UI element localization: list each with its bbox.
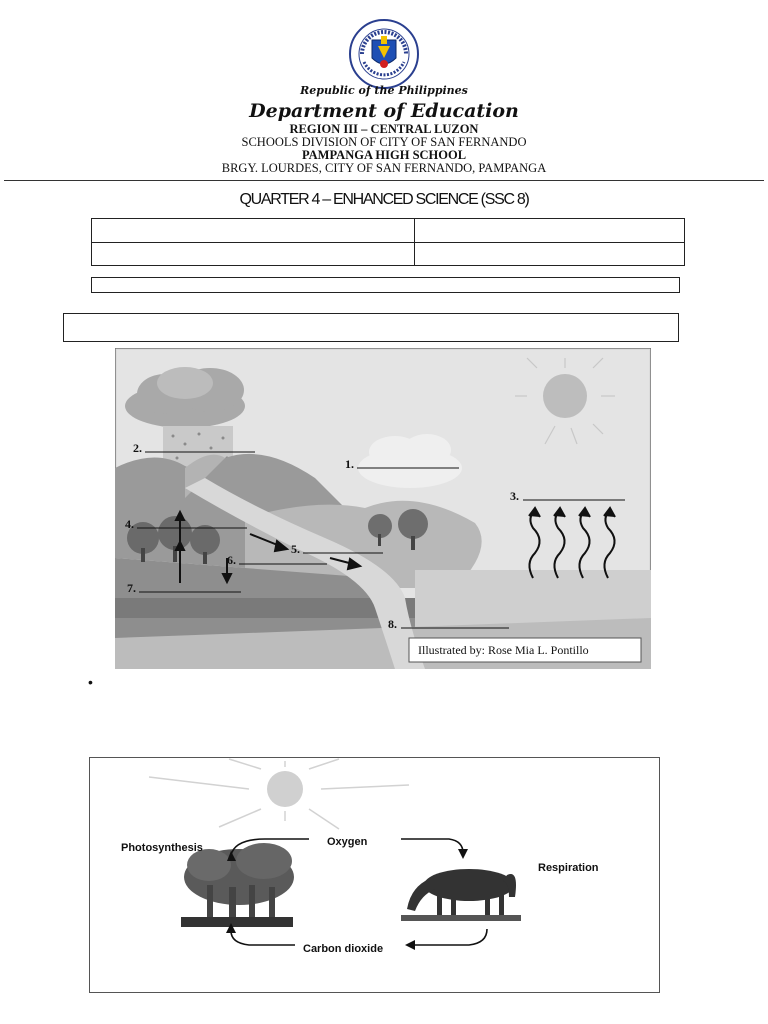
carbon-oxygen-cycle-diagram xyxy=(89,757,660,993)
republic-heading: Republic of the Philippines xyxy=(300,84,468,97)
respiration-label: Respiration xyxy=(538,862,599,874)
label-3: 3. xyxy=(510,489,519,503)
label-1: 1. xyxy=(345,457,354,471)
region-heading: REGION III – CENTRAL LUZON xyxy=(289,122,479,136)
department-heading: Department of Education xyxy=(249,100,519,122)
label-7: 7. xyxy=(127,581,136,595)
header-divider xyxy=(4,180,764,181)
label-2: 2. xyxy=(133,441,142,455)
info-cell-section[interactable] xyxy=(415,219,685,243)
label-5: 5. xyxy=(291,542,300,556)
photosynthesis-label: Photosynthesis xyxy=(121,842,203,854)
info-cell-name[interactable] xyxy=(92,219,415,243)
topic-box[interactable] xyxy=(91,277,680,293)
info-cell-teacher[interactable] xyxy=(92,242,415,266)
illustration-credit: Illustrated by: Rose Mia L. Pontillo xyxy=(418,643,589,657)
instruction-box[interactable] xyxy=(63,313,679,342)
school-heading: PAMPANGA HIGH SCHOOL xyxy=(301,148,467,162)
student-info-table xyxy=(91,218,685,266)
deped-seal-logo xyxy=(348,18,420,90)
label-8: 8. xyxy=(388,617,397,631)
water-cycle-diagram xyxy=(115,348,651,669)
page-title: QUARTER 4 – ENHANCED SCIENCE (SSC 8) xyxy=(239,191,529,208)
info-cell-date[interactable] xyxy=(415,242,685,266)
address-heading: BRGY. LOURDES, CITY OF SAN FERNANDO, PAMPANGA xyxy=(221,161,547,175)
label-6: 6. xyxy=(227,553,236,567)
bullet-point: • xyxy=(88,674,93,690)
label-4: 4. xyxy=(125,517,134,531)
division-heading: SCHOOLS DIVISION OF CITY OF SAN FERNANDO xyxy=(241,135,527,149)
carbon-dioxide-label: Carbon dioxide xyxy=(303,943,384,955)
oxygen-label: Oxygen xyxy=(327,836,368,848)
